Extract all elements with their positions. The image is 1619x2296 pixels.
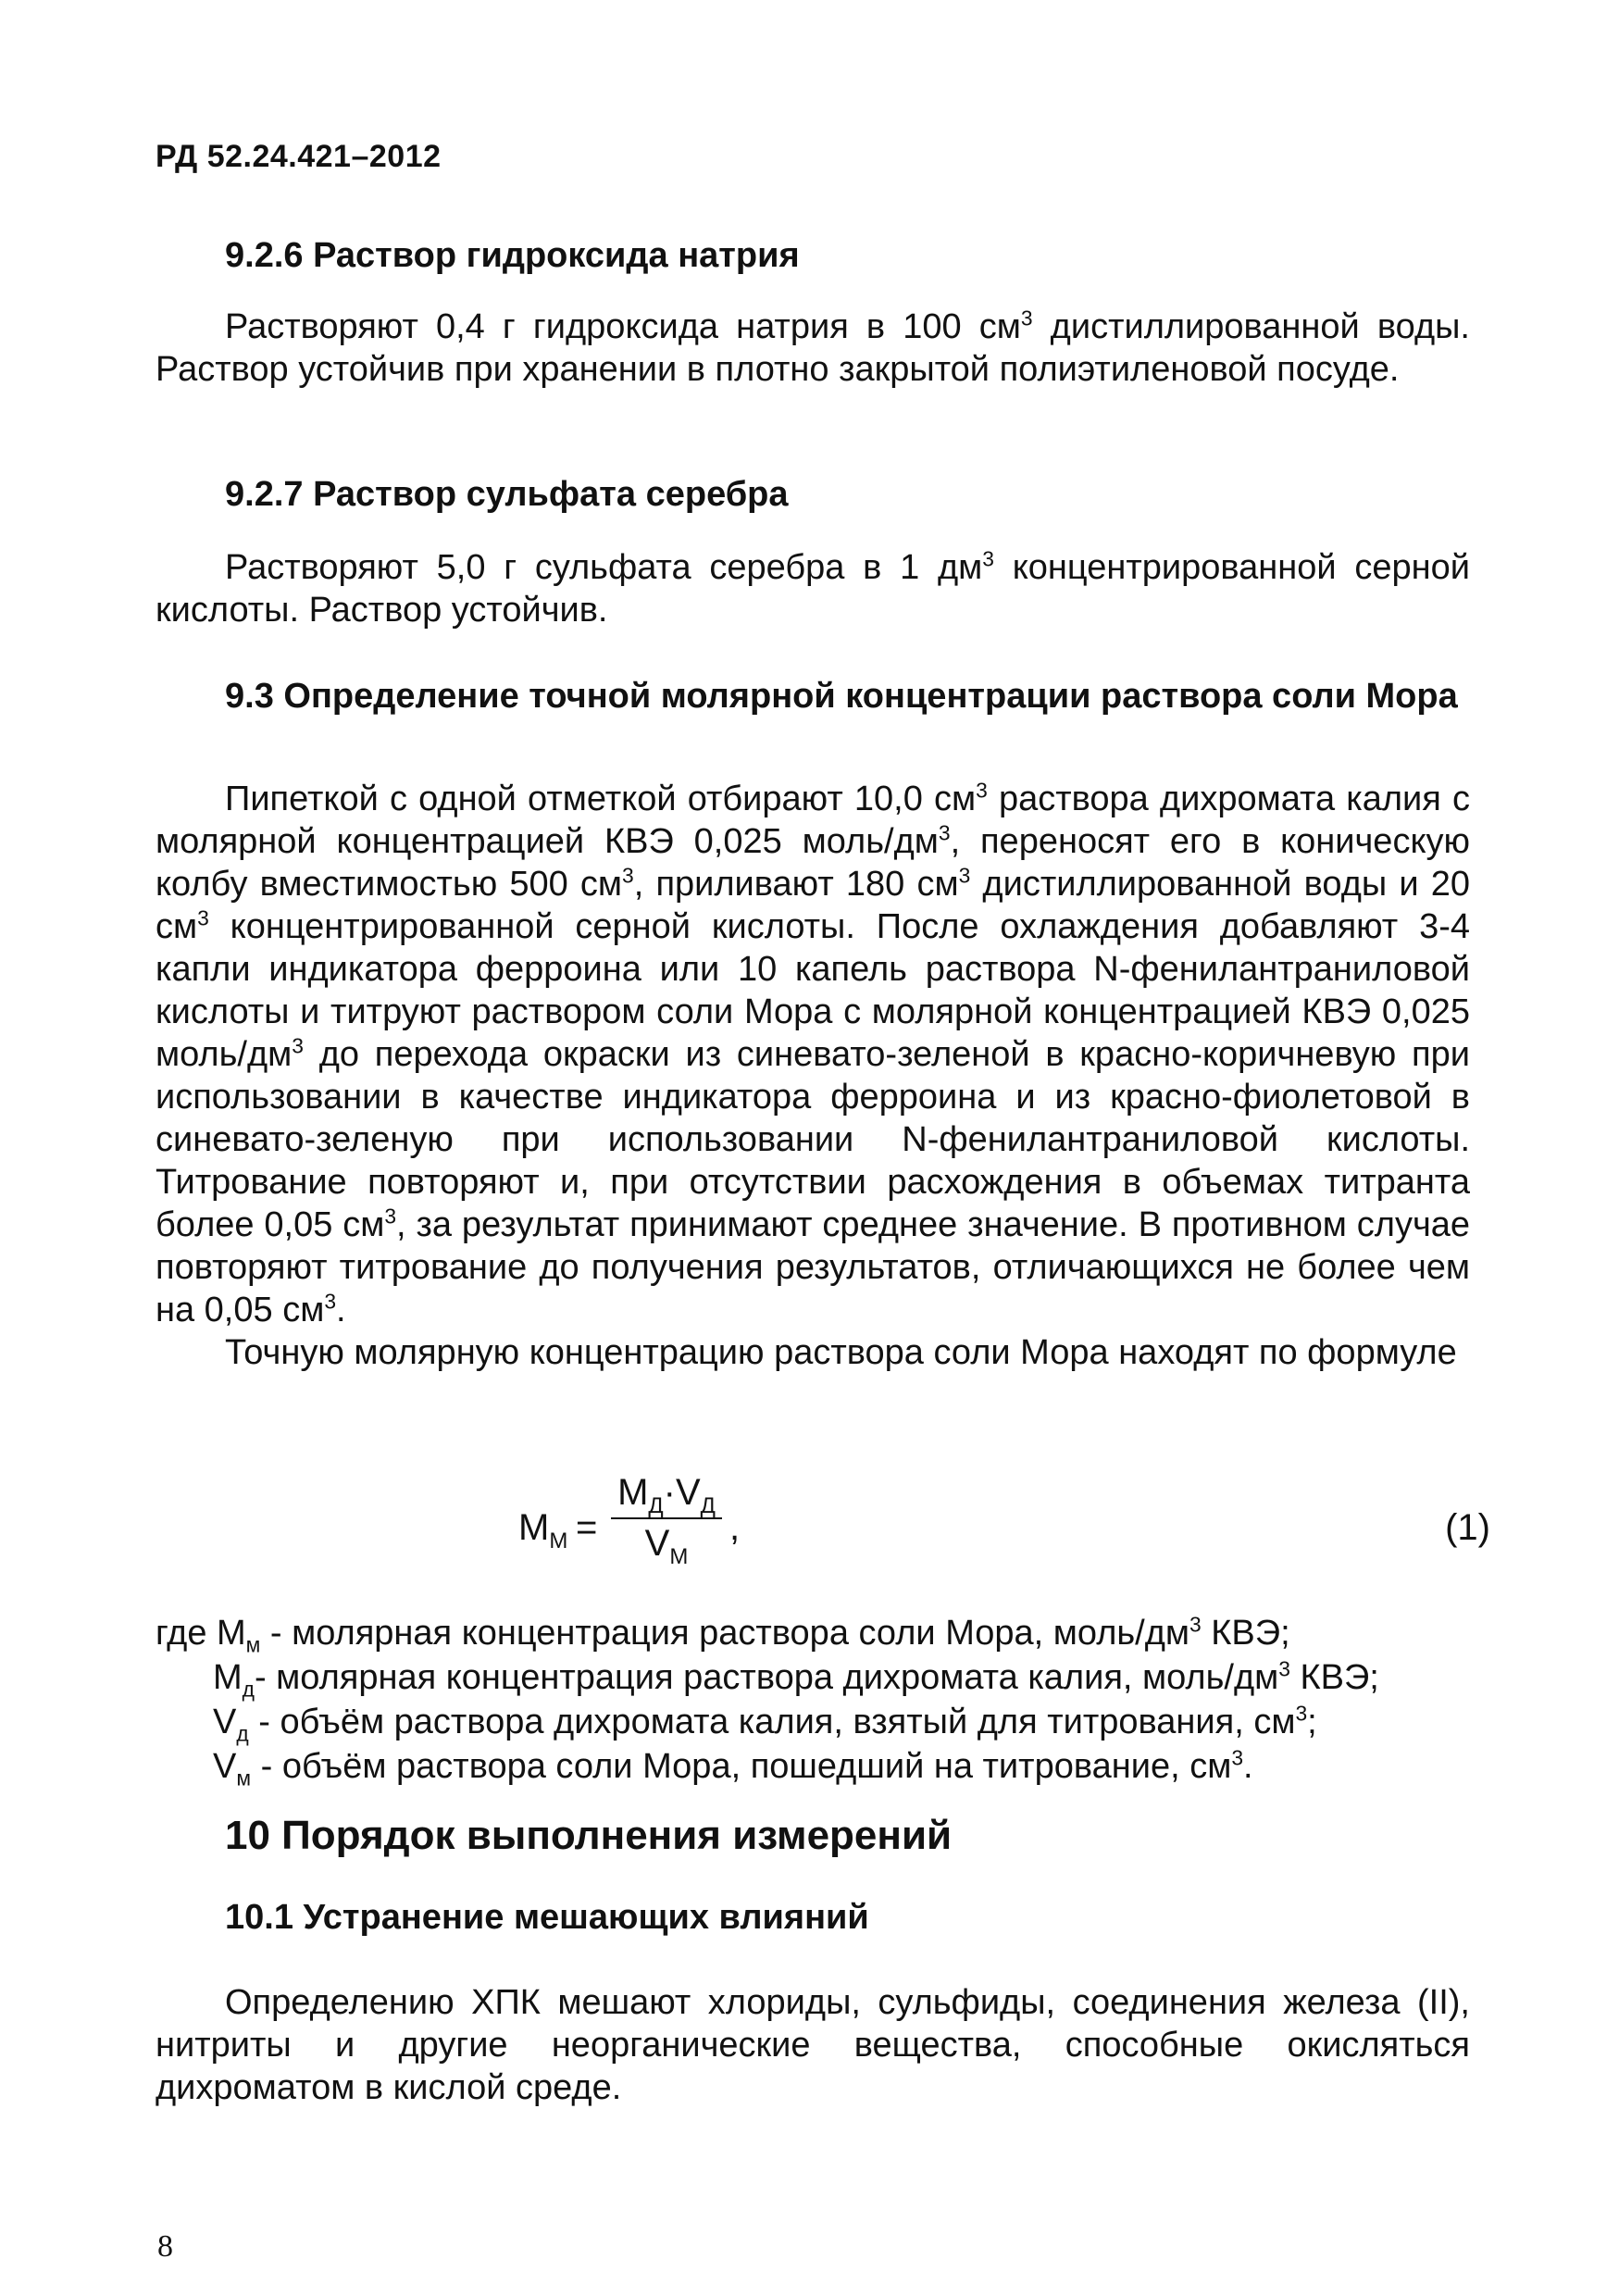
text-run: , приливают 180 см bbox=[633, 865, 959, 904]
legend-line bbox=[156, 1700, 1498, 1744]
text-run: . bbox=[1243, 1747, 1253, 1786]
formula-comma: , bbox=[729, 1507, 741, 1548]
paragraph-10-1-text: Определению ХПК мешают хлориды, сульфиды, соединения железа (II), нитриты и другие неорганические вещества, способные окисляться дихроматом в кислой среде. bbox=[156, 1983, 1470, 2107]
text-run: Растворяют 5,0 г сульфата серебра в 1 дм bbox=[225, 548, 983, 587]
superscript: 3 bbox=[1020, 306, 1033, 331]
formula-fraction bbox=[611, 1472, 722, 1569]
text-run: , за результат принимают среднее значение. В противном случае повторяют титрование до получения результатов, отличающихся не более чем на 0,05 см bbox=[156, 1205, 1471, 1329]
text-run: Растворяют 0,4 г гидроксида натрия в 100 см bbox=[225, 307, 1021, 346]
superscript: 3 bbox=[197, 905, 209, 930]
formula-lhs-subscript: М bbox=[549, 1529, 568, 1554]
paragraph-9-2-7 bbox=[156, 546, 1470, 631]
superscript: 3 bbox=[622, 863, 634, 888]
formula-num-a-subscript: Д bbox=[648, 1493, 664, 1518]
superscript: 3 bbox=[976, 778, 988, 803]
text-run: КВЭ; bbox=[1201, 1614, 1290, 1653]
text-run: где М bbox=[156, 1614, 246, 1653]
legend-line bbox=[156, 1611, 1498, 1655]
superscript: 3 bbox=[384, 1204, 397, 1229]
heading-9-3: 9.3 Определение точной молярной концентрации раствора соли Мора bbox=[225, 677, 1458, 716]
heading-10-1: 10.1 Устранение мешающих влияний bbox=[225, 1898, 869, 1937]
text-run: раствора дихромата калия с молярной концентрацией КВЭ 0,025 моль/дм bbox=[156, 780, 1470, 861]
formula-num-b-subscript: Д bbox=[700, 1493, 716, 1518]
text-run: ; bbox=[1307, 1703, 1317, 1741]
formula-legend bbox=[156, 1611, 1498, 1789]
subscript: м bbox=[245, 1632, 261, 1657]
text-run: V bbox=[213, 1747, 237, 1786]
document-code-header: РД 52.24.421–2012 bbox=[156, 139, 442, 174]
formula-numerator bbox=[611, 1472, 722, 1518]
formula-number: (1) bbox=[1445, 1507, 1490, 1548]
text-run: - молярная концентрация раствора дихромата калия, моль/дм bbox=[254, 1658, 1279, 1697]
superscript: 3 bbox=[1295, 1701, 1308, 1726]
heading-9-2-6: 9.2.6 Раствор гидроксида натрия bbox=[225, 236, 800, 275]
text-run: , переносят его в коническую колбу вместимостью 500 см bbox=[156, 822, 1470, 904]
paragraph-10-1 bbox=[156, 1981, 1470, 2109]
paragraph-formula-intro: Точную молярную концентрацию раствора соли Мора находят по формуле bbox=[225, 1333, 1457, 1372]
subscript: м bbox=[236, 1766, 252, 1791]
text-run: дистиллированной воды. Раствор устойчив при хранении в плотно закрытой полиэтиленовой посуде. bbox=[156, 307, 1470, 389]
subscript: д bbox=[236, 1721, 249, 1746]
formula-denominator bbox=[611, 1523, 722, 1569]
text-run: КВЭ; bbox=[1289, 1658, 1379, 1697]
page-number: 8 bbox=[157, 2229, 173, 2264]
formula-lhs-symbol: М bbox=[518, 1507, 550, 1548]
text-run: М bbox=[213, 1658, 243, 1697]
subscript: д bbox=[242, 1677, 255, 1702]
superscript: 3 bbox=[1278, 1656, 1290, 1681]
formula-den-subscript: М bbox=[669, 1544, 689, 1569]
text-run: концентрированной серной кислоты. Раствор устойчив. bbox=[156, 548, 1470, 630]
heading-9-2-7: 9.2.7 Раствор сульфата серебра bbox=[225, 475, 789, 514]
formula-1 bbox=[518, 1472, 1490, 1583]
text-run: - объём раствора дихромата калия, взятый для титрования, см bbox=[248, 1703, 1296, 1741]
text-run: до перехода окраски из синевато-зеленой в красно-коричневую при использовании в качестве индикатора ферроина и из красно-фиолетовой в синевато-зеленую при использовании N-фенилантраниловой кислоты. Титрование повторяют и, при отсутствии расхождения в объемах титранта более 0,05 см bbox=[156, 1035, 1470, 1244]
text-run: V bbox=[213, 1703, 237, 1741]
superscript: 3 bbox=[938, 820, 951, 845]
formula-den: V bbox=[644, 1523, 670, 1564]
formula-dot: · bbox=[663, 1472, 676, 1513]
formula-lhs bbox=[518, 1507, 568, 1554]
legend-line bbox=[156, 1655, 1498, 1700]
legend-line bbox=[156, 1744, 1498, 1789]
text-run: Пипеткой с одной отметкой отбирают 10,0 см bbox=[225, 780, 977, 818]
formula-num-b: V bbox=[675, 1472, 701, 1513]
formula-num-a: М bbox=[617, 1472, 649, 1513]
superscript: 3 bbox=[1231, 1745, 1244, 1770]
superscript: 3 bbox=[958, 863, 971, 888]
superscript: 3 bbox=[324, 1289, 337, 1314]
superscript: 3 bbox=[982, 546, 994, 571]
paragraph-9-2-6 bbox=[156, 306, 1470, 391]
heading-10: 10 Порядок выполнения измерений bbox=[225, 1813, 953, 1858]
text-run: - объём раствора соли Мора, пошедший на титрование, см bbox=[251, 1747, 1232, 1786]
text-run: - молярная концентрация раствора соли Мора, моль/дм bbox=[260, 1614, 1190, 1653]
text-run: дистиллированной воды и 20 см bbox=[156, 865, 1470, 946]
superscript: 3 bbox=[292, 1033, 304, 1058]
text-run: . bbox=[336, 1291, 346, 1329]
formula-equals: = bbox=[576, 1507, 598, 1548]
text-run: концентрированной серной кислоты. После охлаждения добавляют 3-4 капли индикатора ферроина или 10 капель раствора N-фенилантраниловой кислоты и титруют раствором соли Мора с молярной концентрацией КВЭ 0,025 моль/дм bbox=[156, 907, 1470, 1074]
paragraph-9-3-procedure bbox=[156, 778, 1470, 1374]
superscript: 3 bbox=[1189, 1612, 1202, 1637]
